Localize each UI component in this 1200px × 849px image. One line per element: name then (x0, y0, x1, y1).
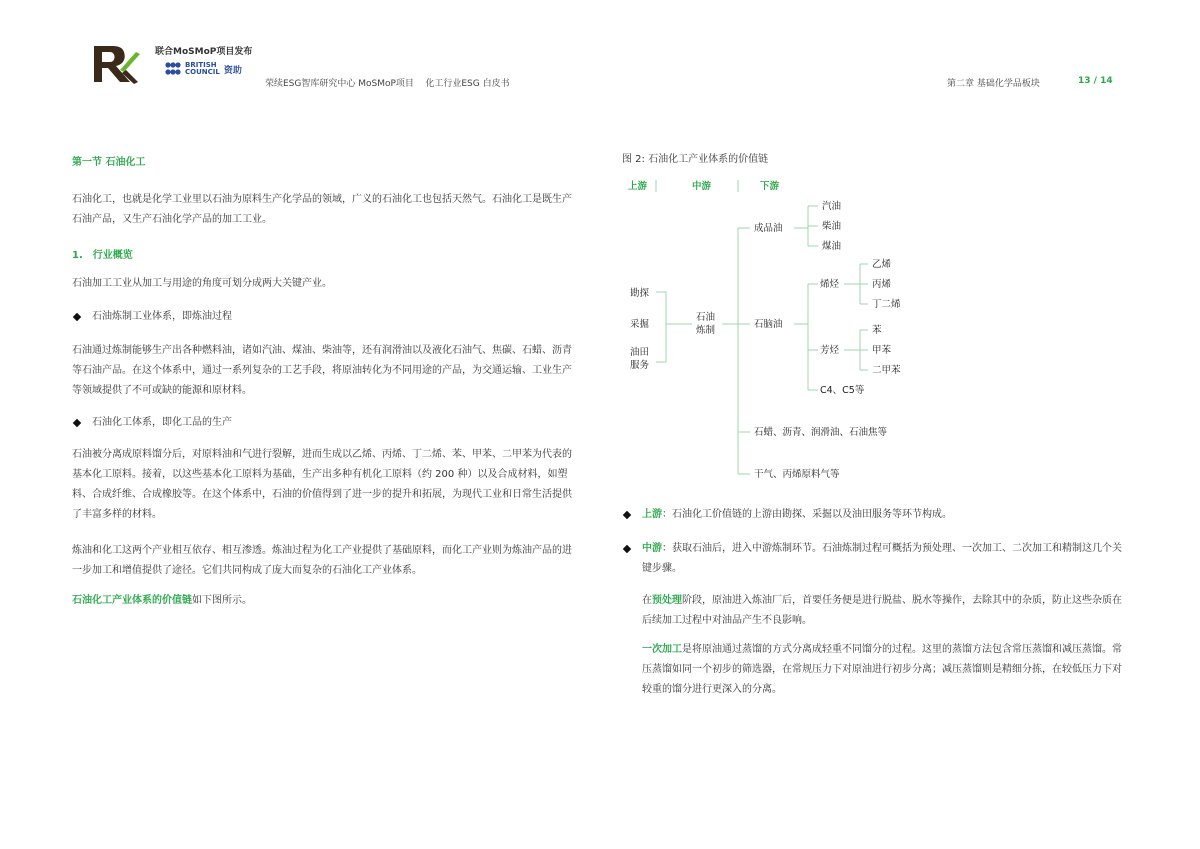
refined-bracket (794, 206, 808, 246)
midstream-text: ：获取石油后，进入中游炼制环节。石油炼制过程可概括为预处理、一次加工、二次加工和精制这几个关键步骤。 (642, 543, 1122, 574)
overview-title: 1. 行业概览 (72, 250, 133, 261)
refined-gasoline: 汽油 (822, 201, 842, 212)
british-council-dots-icon (165, 62, 181, 76)
interdependence-paragraph: 炼油和化工这两个产业相互依存、相互渗透。炼油过程为化工产业提供了基础原料，而化工产业则为炼油产品的进一步加工和增值提供了途径。它们共同构成了庞大而复杂的石油化工产业体系。 (72, 545, 572, 576)
value-chain-rest: 如下图所示。 (192, 595, 252, 606)
olefin: 烯烃 (820, 279, 840, 290)
midstream-label: 中游 (642, 543, 662, 554)
pretreatment-pre: 在 (642, 595, 652, 606)
c4c5: C4、C5等 (820, 385, 865, 396)
wax-asphalt: 石蜡、沥青、润滑油、石油焦等 (754, 427, 888, 438)
aromatic-bracket (844, 330, 860, 370)
diamond-bullet-icon (623, 545, 631, 553)
upstream-label: 上游 (642, 509, 662, 520)
aromatic-benzene: 苯 (872, 325, 882, 336)
dry-gas: 干气、丙烯原料气等 (754, 469, 840, 480)
mid-refining-1: 石油 (696, 312, 716, 323)
overview-text: 石油加工工业从加工与用途的角度可划分成两大关键产业。 (72, 278, 332, 289)
aromatic-xylene: 二甲苯 (872, 365, 901, 376)
naphtha: 石脑油 (754, 319, 783, 330)
refined-kerosene: 煤油 (822, 241, 842, 252)
naphtha-bracket (794, 284, 808, 390)
figure-title: 图 2: 石油化工产业体系的价值链 (622, 154, 769, 165)
olefin-butadiene: 丁二烯 (872, 299, 901, 310)
aromatic: 芳烃 (820, 345, 840, 356)
bc-support: 资助 (223, 65, 242, 76)
upstream-oilfield: 油田 (630, 347, 650, 358)
upstream-text: ：石油化工价值链的上游由勘探、采掘以及油田服务等环节构成。 (662, 509, 952, 520)
upstream-exploration: 勘探 (630, 288, 650, 299)
chemicals-paragraph: 石油被分离成原料馏分后，对原料油和气进行裂解，进而生成以乙烯、丙烯、丁二烯、苯、甲苯、二甲苯为代表的基本化工原料。接着，以这些基本化工原料为基础，生产出多种有机化工原料（约 200 种）以及合成材料，如塑料、合成纤维、合成橡胶等。在这个体系中，石油的价值得到了进一步的提升和拓展，为现代工业和日常生活提供了丰富多样的材料。 (72, 449, 572, 520)
bc-line1: BRITISH (185, 61, 217, 69)
value-chain-diagram (622, 172, 922, 492)
value-chain-intro (72, 591, 252, 611)
diamond-bullet-icon (73, 419, 81, 427)
bc-line2: COUNCIL (185, 68, 220, 76)
olefin-bracket (844, 264, 860, 304)
upstream-services: 服务 (630, 360, 650, 371)
chapter-label: 第二章 基础化学品板块 (947, 79, 1040, 89)
refined-oil: 成品油 (754, 223, 783, 234)
section-title: 第一节 石油化工 (72, 157, 146, 168)
pretreatment-text: 阶段，原油进入炼油厂后，首要任务便是进行脱盐、脱水等操作，去除其中的杂质，防止这些杂质在后续加工过程中对油品产生不良影响。 (642, 595, 1122, 626)
diamond-bullet-icon (623, 511, 631, 519)
rx-logo (90, 40, 140, 86)
diagram-upstream-header: 上游 (628, 181, 648, 192)
bullet-refining-text: 石油炼制工业体系，即炼油过程 (92, 311, 232, 322)
diamond-bullet-icon (73, 313, 81, 321)
pretreatment-label: 预处理 (652, 595, 682, 606)
value-chain-link-text: 石油化工产业体系的价值链 (72, 595, 192, 606)
primary-processing-label: 一次加工 (642, 644, 682, 655)
pretreatment-paragraph (642, 591, 1126, 631)
refined-diesel: 柴油 (822, 221, 842, 232)
olefin-propylene: 丙烯 (872, 279, 892, 290)
diagram-midstream-header: 中游 (692, 181, 712, 192)
aromatic-toluene: 甲苯 (872, 345, 892, 356)
mid-refining-2: 炼制 (696, 325, 716, 336)
british-council-logo (165, 62, 242, 76)
bullet-chemicals (74, 413, 232, 433)
upstream-mining: 采掘 (630, 319, 650, 330)
header-center-text: 荣续ESG智库研究中心 MoSMoP项目 化工行业ESG 白皮书 (265, 79, 510, 89)
bullet-refining (74, 307, 232, 327)
primary-processing-text: 是将原油通过蒸馏的方式分离成轻重不同馏分的过程。这里的蒸馏方法包含常压蒸馏和减压蒸馏。常压蒸馏如同一个初步的筛选器，在常规压力下对原油进行初步分离；减压蒸馏则是精细分拣，在较低压力下对较重的馏分进行更深入的分离。 (642, 644, 1122, 695)
refining-paragraph: 石油通过炼制能够生产出各种燃料油，诸如汽油、煤油、柴油等，还有润滑油以及液化石油气、焦碳、石蜡、沥青等石油产品。在这个体系中，通过一系列复杂的工艺手段，将原油转化为不同用途的产品，为交通运输、工业生产等领域提供了不可或缺的能源和原材料。 (72, 345, 572, 396)
bullet-chemicals-text: 石油化工体系，即化工品的生产 (92, 417, 232, 428)
bullet-upstream (624, 505, 1124, 525)
primary-processing-paragraph (642, 640, 1126, 700)
bullet-midstream (624, 539, 1124, 579)
brand-line: 联合MoSMoP项目发布 (155, 47, 253, 57)
diagram-downstream-header: 下游 (760, 181, 780, 192)
olefin-ethylene: 乙烯 (872, 259, 892, 270)
upstream-bracket (656, 292, 666, 362)
page-number: 13 / 14 (1078, 76, 1113, 86)
intro-paragraph: 石油化工，也就是化学工业里以石油为原料生产化学品的领域，广义的石油化工也包括天然气。石油化工是既生产石油产品，又生产石油化学产品的加工工业。 (72, 194, 572, 225)
